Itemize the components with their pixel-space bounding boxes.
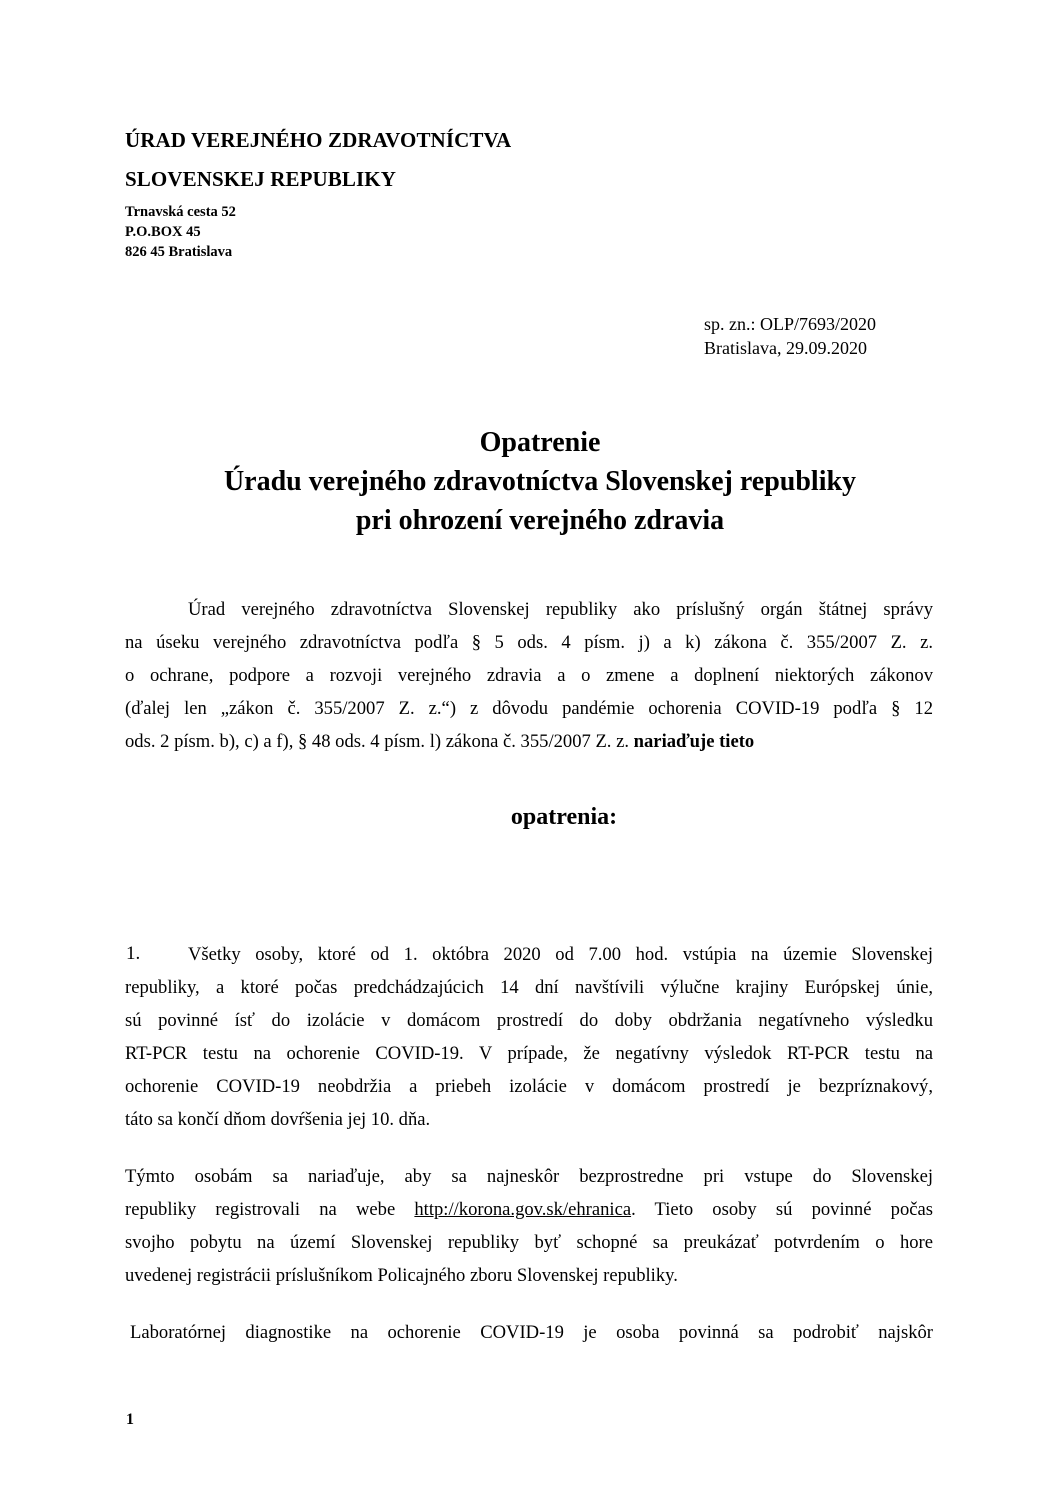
intro-line: o ochrane, podpore a rozvoji verejného zdravia a o zmene a doplnení niektorých zákonov [125, 665, 933, 686]
address-city: 826 45 Bratislava [125, 244, 233, 260]
intro-line: Úrad verejného zdravotníctva Slovenskej republiky ako príslušný orgán štátnej správy [188, 599, 933, 620]
para2-line2-before: republiky registrovali na webe [125, 1199, 415, 1220]
registration-link[interactable]: http://korona.gov.sk/ehranica [414, 1199, 632, 1220]
org-name-line2: SLOVENSKEJ REPUBLIKY [125, 167, 396, 191]
para3-line: Laboratórnej diagnostike na ochorenie COVID-19 je osoba povinná sa podrobiť najskôr [130, 1322, 933, 1343]
section-heading: opatrenia: [510, 804, 618, 830]
para2-line: svojho pobytu na území Slovenskej republiky byť schopné sa preukázať potvrdením o hore [125, 1232, 933, 1253]
para2-line: uvedenej registrácii príslušníkom Policajného zboru Slovenskej republiky. [125, 1265, 678, 1286]
intro-last-line-text: ods. 2 písm. b), c) a f), § 48 ods. 4 písm. l) zákona č. 355/2007 Z. z. [125, 731, 634, 752]
intro-ordering-phrase: nariaďuje tieto [633, 731, 755, 752]
file-number: sp. zn.: OLP/7693/2020 [704, 314, 877, 334]
item1-line: sú povinné ísť do izolácie v domácom prostredí do doby obdržania negatívneho výsledku [125, 1010, 933, 1031]
place-date: Bratislava, 29.09.2020 [704, 338, 867, 358]
address-street: Trnavská cesta 52 [125, 204, 236, 220]
para2-line2-after: . Tieto osoby sú povinné počas [631, 1199, 933, 1220]
intro-last-line [125, 731, 933, 753]
doc-title-line1: Opatrenie [479, 427, 601, 458]
doc-title-line2: Úradu verejného zdravotníctva Slovenskej republiky [223, 466, 857, 497]
doc-title-line3: pri ohrození verejného zdravia [355, 505, 725, 536]
intro-line: (ďalej len „zákon č. 355/2007 Z. z.“) z dôvodu pandémie ochorenia COVID-19 podľa § 12 [125, 698, 933, 719]
org-name-line1: ÚRAD VEREJNÉHO ZDRAVOTNÍCTVA [125, 128, 512, 152]
item1-line: ochorenie COVID-19 neobdržia a priebeh izolácie v domácom prostredí je bezpríznakový, [125, 1076, 933, 1097]
intro-line: na úseku verejného zdravotníctva podľa § 5 ods. 4 písm. j) a k) zákona č. 355/2007 Z. z. [125, 632, 933, 653]
item1-line: Všetky osoby, ktoré od 1. októbra 2020 od 7.00 hod. vstúpia na územie Slovenskej [188, 944, 933, 965]
address-pobox: P.O.BOX 45 [125, 224, 201, 240]
item-number: 1. [126, 943, 141, 964]
item1-line: republiky, a ktoré počas predchádzajúcich 14 dní navštívili výlučne krajiny Európskej únie, [125, 977, 933, 998]
para2-line: Týmto osobám sa nariaďuje, aby sa najneskôr bezprostredne pri vstupe do Slovenskej [125, 1166, 933, 1187]
item1-line: RT-PCR testu na ochorenie COVID-19. V prípade, že negatívny výsledok RT-PCR testu na [125, 1043, 933, 1064]
item1-line: táto sa končí dňom dovŕšenia jej 10. dňa. [125, 1109, 431, 1130]
page-number: 1 [126, 1411, 134, 1428]
para2-line-with-link [125, 1199, 933, 1221]
